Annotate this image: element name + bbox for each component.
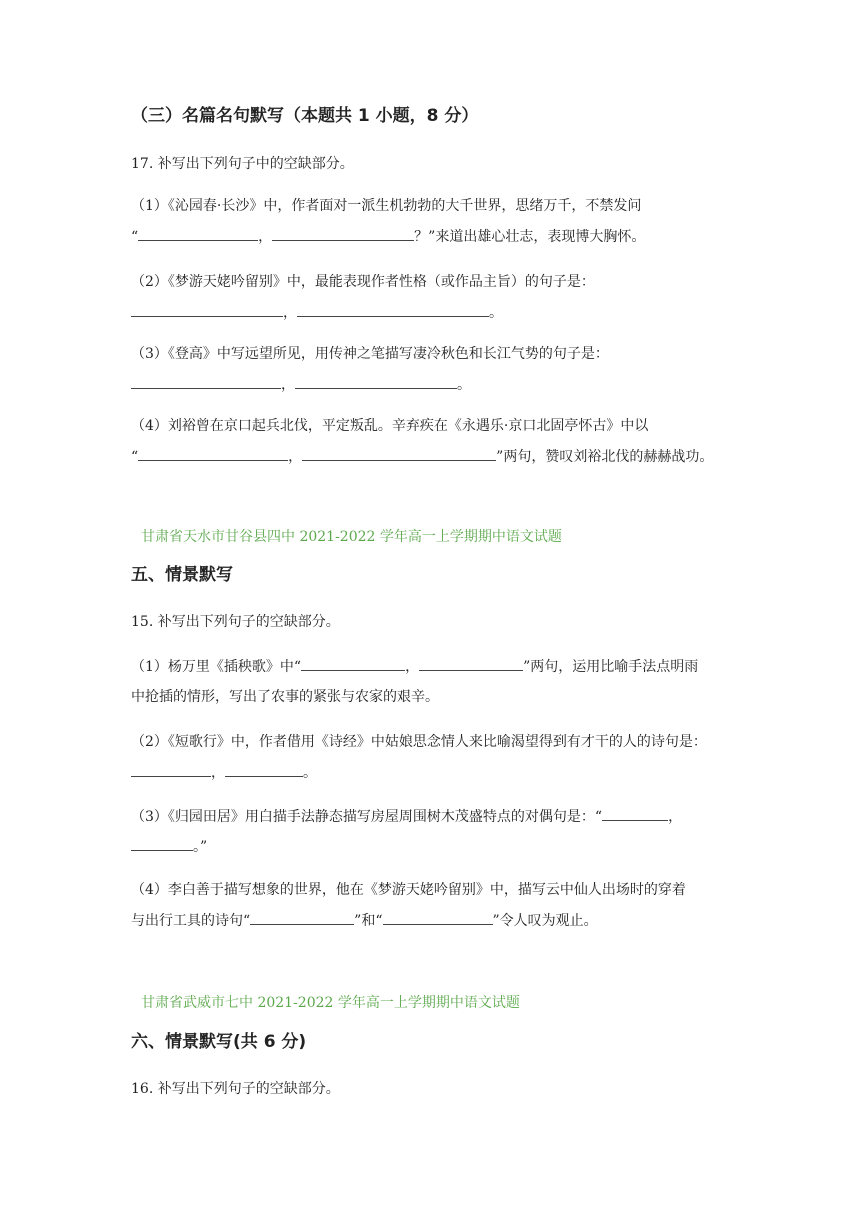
answer-blank[interactable] [602,806,668,821]
question-item-text: （1）《沁园春·长沙》中，作者面对一派生机勃勃的大千世界，思绪万千，不禁发问 [131,198,642,214]
section-heading: 五、情景默写 [131,565,233,585]
answer-blank[interactable] [131,302,283,317]
answer-blank[interactable] [131,836,193,851]
question-source: 甘肃省天水市甘谷县四中 2021-2022 学年高一上学期期中语文试题 [141,529,562,545]
answer-blank[interactable] [131,374,281,389]
question-item-answer-line: 。” [131,836,207,857]
question-item-answer-line: ， 。 [131,374,471,395]
question-item-text: （2）《短歌行》中，作者借用《诗经》中姑娘思念情人来比喻渴望得到有才干的人的诗句是： [131,734,707,750]
question-item-text: （4）李白善于描写想象的世界，他在《梦游天姥吟留别》中，描写云中仙人出场时的穿着 [131,882,686,898]
answer-blank[interactable] [250,910,354,925]
question-item-answer-line: （3）《归园田居》用白描手法静态描写房屋周围树木茂盛特点的对偶句是：“ ， [131,806,682,827]
question-item-answer-line: ， 。 [131,762,317,783]
question-item-text: （2）《梦游天姥吟留别》中，最能表现作者性格（或作品主旨）的句子是： [131,274,595,290]
question-stem: 15. 补写出下列句子的空缺部分。 [131,614,340,630]
answer-blank[interactable] [383,910,493,925]
question-stem: 16. 补写出下列句子的空缺部分。 [131,1081,340,1097]
answer-blank[interactable] [138,226,258,241]
question-item-answer-line: 与出行工具的诗句“ ”和“ ”令人叹为观止。 [131,910,598,931]
question-item-answer-line: “ ， ”两句，赞叹刘裕北伐的赫赫战功。 [131,446,713,467]
question-item-text: （3）《登高》中写远望所见，用传神之笔描写凄冷秋色和长江气势的句子是： [131,346,609,362]
answer-blank[interactable] [272,226,414,241]
section-heading: （三）名篇名句默写（本题共 1 小题，8 分） [131,106,479,126]
section-heading: 六、情景默写(共 6 分) [131,1032,307,1052]
answer-blank[interactable] [419,656,523,671]
answer-blank[interactable] [138,446,288,461]
question-stem: 17. 补写出下列句子中的空缺部分。 [131,156,354,172]
answer-blank[interactable] [301,656,405,671]
question-item-answer-line: （1）杨万里《插秧歌》中“ ， ”两句，运用比喻手法点明雨 [131,656,698,677]
question-item-answer-line: “ ， ？”来道出雄心壮志，表现博大胸怀。 [131,226,645,247]
answer-blank[interactable] [297,302,489,317]
answer-blank[interactable] [225,762,303,777]
answer-blank[interactable] [131,762,211,777]
question-item-text: （4）刘裕曾在京口起兵北伐，平定叛乱。辛弃疾在《永遇乐·京口北固亭怀古》中以 [131,418,649,434]
answer-blank[interactable] [302,446,496,461]
question-source: 甘肃省武威市七中 2021-2022 学年高一上学期期中语文试题 [141,995,520,1011]
question-item-answer-line: ， 。 [131,302,503,323]
answer-blank[interactable] [295,374,457,389]
question-item-text: 中抢插的情形，写出了农事的紧张与农家的艰辛。 [131,689,439,705]
